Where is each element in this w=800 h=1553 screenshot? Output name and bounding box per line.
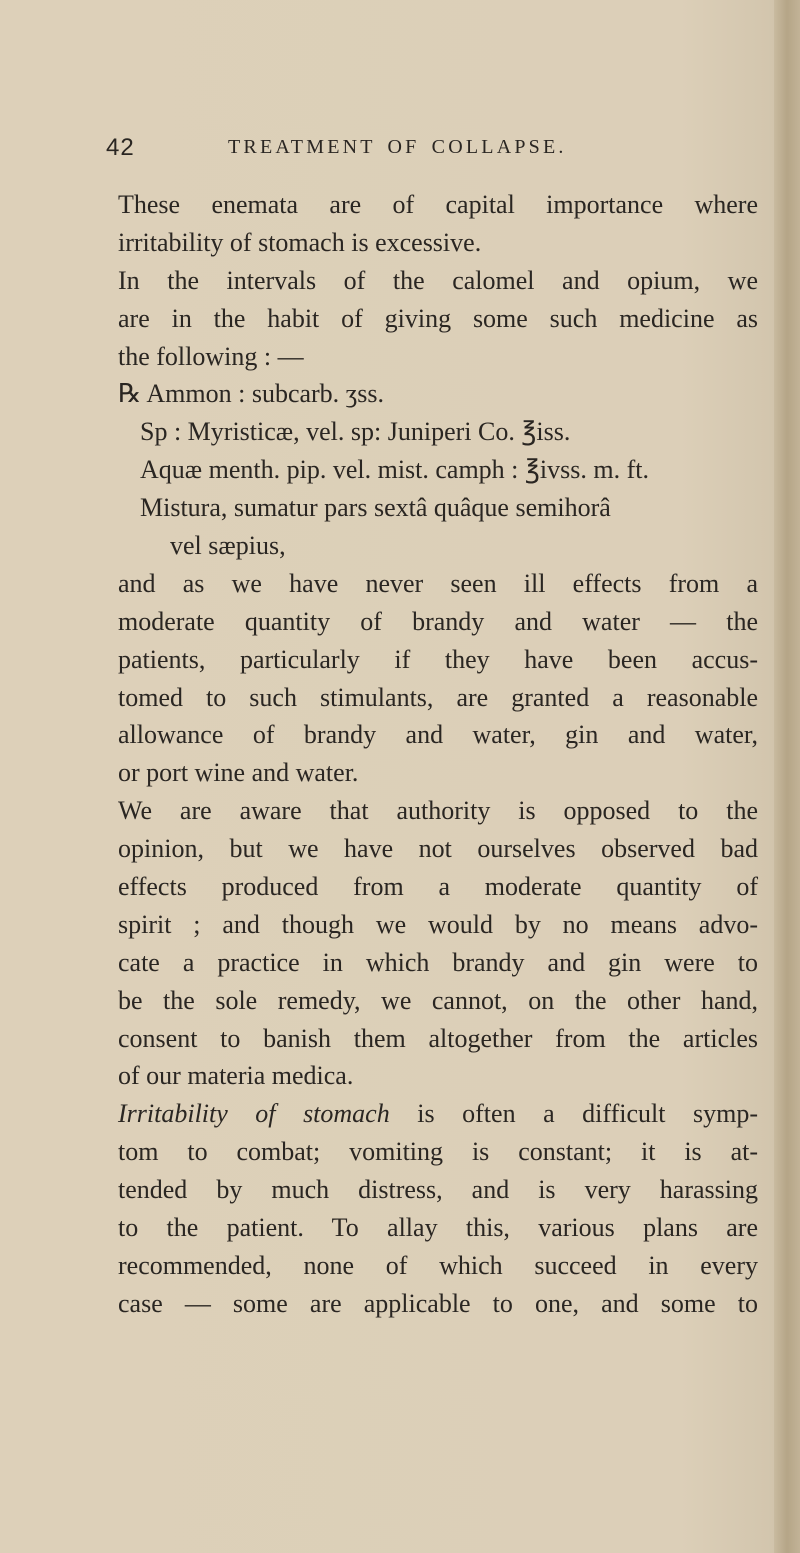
text-line: effects produced from a moderate quantity of xyxy=(118,872,758,902)
text-line: tomed to such stimulants, are granted a reasonable xyxy=(118,682,758,712)
page-header xyxy=(106,128,758,168)
text-line: irritability of stomach is excessive. xyxy=(118,227,482,257)
prescription-line: Sp : Myristicæ, vel. sp: Juniperi Co. ℥iss. xyxy=(140,417,571,447)
text-line: opinion, but we have not ourselves observed bad xyxy=(118,834,758,864)
page-number: 42 xyxy=(106,134,135,161)
prescription-line: Mistura, sumatur pars sextâ quâque semihorâ xyxy=(140,493,611,523)
text-line: and as we have never seen ill effects from a xyxy=(118,568,758,598)
page-edge xyxy=(774,0,800,1553)
text-line: consent to banish them altogether from the articles xyxy=(118,1023,758,1053)
text-line: case — some are applicable to one, and some to xyxy=(118,1288,758,1318)
text-line: These enemata are of capital importance where xyxy=(118,190,758,219)
text-line: allowance of brandy and water, gin and water, xyxy=(118,720,758,750)
text-line: to the patient. To allay this, various plans are xyxy=(118,1213,758,1243)
text-line: In the intervals of the calomel and opium, we xyxy=(118,265,758,295)
text-line: moderate quantity of brandy and water — the xyxy=(118,606,758,636)
prescription-line: ℞ Ammon : subcarb. ʒss. xyxy=(118,379,384,409)
prescription-line: vel sæpius, xyxy=(170,531,286,561)
text-line: are in the habit of giving some such medicine as xyxy=(118,303,758,333)
text-line: tended by much distress, and is very harassing xyxy=(118,1175,758,1205)
text-line-rest: is often a difficult symp- xyxy=(389,1099,758,1129)
running-head: TREATMENT OF COLLAPSE. xyxy=(228,136,567,158)
text-line-italic-lead xyxy=(118,1095,758,1133)
text-line: recommended, none of which succeed in every xyxy=(118,1250,758,1280)
italic-heading: Irritability of stomach xyxy=(118,1099,390,1129)
text-line: cate a practice in which brandy and gin were to xyxy=(118,947,758,977)
text-line: patients, particularly if they have been accus- xyxy=(118,644,758,674)
text-line: or port wine and water. xyxy=(118,758,359,788)
prescription-line: Aquæ menth. pip. vel. mist. camph : ℥ivss. m. ft. xyxy=(140,455,649,485)
text-line: We are aware that authority is opposed to the xyxy=(118,796,758,826)
text-line: spirit ; and though we would by no means advo- xyxy=(118,909,758,939)
body-text xyxy=(118,186,758,1323)
text-line: tom to combat; vomiting is constant; it is at- xyxy=(118,1137,758,1167)
text-line: be the sole remedy, we cannot, on the other hand, xyxy=(118,985,758,1015)
text-line: of our materia medica. xyxy=(118,1061,354,1091)
text-line: the following : — xyxy=(118,341,304,371)
